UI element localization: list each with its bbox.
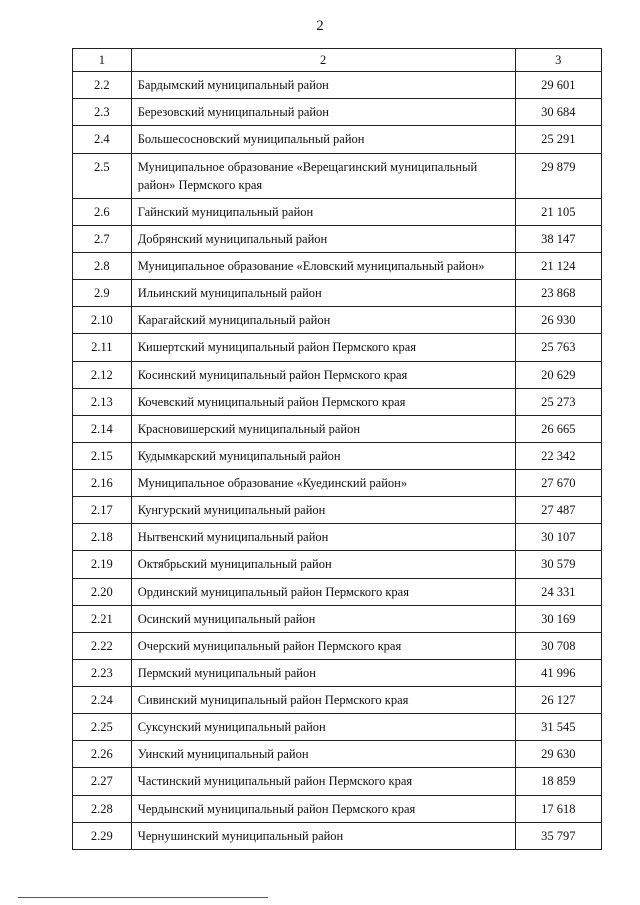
row-number-cell: 2.22 <box>73 632 132 659</box>
table-row <box>73 632 602 659</box>
table-row <box>73 280 602 307</box>
table-row <box>73 307 602 334</box>
value-cell: 27 487 <box>515 497 601 524</box>
value-cell: 27 670 <box>515 470 601 497</box>
district-name-cell: Добрянский муниципальный район <box>131 225 515 252</box>
value-cell: 22 342 <box>515 442 601 469</box>
district-name-cell: Сивинский муниципальный район Пермского края <box>131 687 515 714</box>
district-name-cell: Ординский муниципальный район Пермского края <box>131 578 515 605</box>
district-name-cell: Осинский муниципальный район <box>131 605 515 632</box>
table-row <box>73 714 602 741</box>
row-number-cell: 2.2 <box>73 72 132 99</box>
value-cell: 26 665 <box>515 415 601 442</box>
district-name-cell: Березовский муниципальный район <box>131 99 515 126</box>
row-number-cell: 2.8 <box>73 253 132 280</box>
table-row <box>73 72 602 99</box>
table-row <box>73 361 602 388</box>
value-cell: 30 579 <box>515 551 601 578</box>
row-number-cell: 2.11 <box>73 334 132 361</box>
table-row <box>73 524 602 551</box>
table-row <box>73 795 602 822</box>
header-cell-name: 2 <box>131 49 515 72</box>
row-number-cell: 2.7 <box>73 225 132 252</box>
table-row <box>73 497 602 524</box>
row-number-cell: 2.3 <box>73 99 132 126</box>
table-row <box>73 605 602 632</box>
value-cell: 30 169 <box>515 605 601 632</box>
district-name-cell: Октябрьский муниципальный район <box>131 551 515 578</box>
value-cell: 25 273 <box>515 388 601 415</box>
table-row <box>73 253 602 280</box>
table-body <box>73 49 602 850</box>
value-cell: 31 545 <box>515 714 601 741</box>
district-name-cell: Нытвенский муниципальный район <box>131 524 515 551</box>
district-name-cell: Гайнский муниципальный район <box>131 198 515 225</box>
row-number-cell: 2.28 <box>73 795 132 822</box>
value-cell: 18 859 <box>515 768 601 795</box>
row-number-cell: 2.6 <box>73 198 132 225</box>
table-row <box>73 578 602 605</box>
page-number: 2 <box>316 18 324 34</box>
value-cell: 21 105 <box>515 198 601 225</box>
row-number-cell: 2.20 <box>73 578 132 605</box>
value-cell: 29 879 <box>515 153 601 198</box>
value-cell: 26 127 <box>515 687 601 714</box>
row-number-cell: 2.5 <box>73 153 132 198</box>
table-row <box>73 334 602 361</box>
value-cell: 35 797 <box>515 822 601 849</box>
table-row <box>73 687 602 714</box>
district-name-cell: Муниципальное образование «Верещагинский муниципальный район» Пермского края <box>131 153 515 198</box>
row-number-cell: 2.12 <box>73 361 132 388</box>
district-name-cell: Муниципальное образование «Еловский муниципальный район» <box>131 253 515 280</box>
value-cell: 30 708 <box>515 632 601 659</box>
table-row <box>73 551 602 578</box>
table-row <box>73 659 602 686</box>
table-row <box>73 822 602 849</box>
table-row <box>73 768 602 795</box>
value-cell: 30 107 <box>515 524 601 551</box>
row-number-cell: 2.27 <box>73 768 132 795</box>
row-number-cell: 2.13 <box>73 388 132 415</box>
header-cell-value: 3 <box>515 49 601 72</box>
table-row <box>73 470 602 497</box>
district-name-cell: Пермский муниципальный район <box>131 659 515 686</box>
value-cell: 24 331 <box>515 578 601 605</box>
district-name-cell: Частинский муниципальный район Пермского края <box>131 768 515 795</box>
district-name-cell: Кочевский муниципальный район Пермского края <box>131 388 515 415</box>
row-number-cell: 2.23 <box>73 659 132 686</box>
district-name-cell: Суксунский муниципальный район <box>131 714 515 741</box>
row-number-cell: 2.10 <box>73 307 132 334</box>
table-row <box>73 198 602 225</box>
row-number-cell: 2.15 <box>73 442 132 469</box>
district-name-cell: Карагайский муниципальный район <box>131 307 515 334</box>
value-cell: 25 291 <box>515 126 601 153</box>
row-number-cell: 2.17 <box>73 497 132 524</box>
row-number-cell: 2.9 <box>73 280 132 307</box>
value-cell: 30 684 <box>515 99 601 126</box>
district-name-cell: Ильинский муниципальный район <box>131 280 515 307</box>
row-number-cell: 2.25 <box>73 714 132 741</box>
value-cell: 17 618 <box>515 795 601 822</box>
table-row <box>73 741 602 768</box>
municipal-districts-table <box>72 48 602 850</box>
value-cell: 23 868 <box>515 280 601 307</box>
table-header-row <box>73 49 602 72</box>
row-number-cell: 2.16 <box>73 470 132 497</box>
row-number-cell: 2.29 <box>73 822 132 849</box>
table-row <box>73 153 602 198</box>
district-name-cell: Большесосновский муниципальный район <box>131 126 515 153</box>
district-name-cell: Кишертский муниципальный район Пермского края <box>131 334 515 361</box>
district-name-cell: Чернушинский муниципальный район <box>131 822 515 849</box>
district-name-cell: Чердынский муниципальный район Пермского края <box>131 795 515 822</box>
district-name-cell: Муниципальное образование «Куединский район» <box>131 470 515 497</box>
row-number-cell: 2.26 <box>73 741 132 768</box>
row-number-cell: 2.19 <box>73 551 132 578</box>
value-cell: 29 601 <box>515 72 601 99</box>
value-cell: 20 629 <box>515 361 601 388</box>
header-cell-number: 1 <box>73 49 132 72</box>
district-name-cell: Бардымский муниципальный район <box>131 72 515 99</box>
row-number-cell: 2.18 <box>73 524 132 551</box>
district-name-cell: Красновишерский муниципальный район <box>131 415 515 442</box>
value-cell: 21 124 <box>515 253 601 280</box>
table-row <box>73 225 602 252</box>
row-number-cell: 2.14 <box>73 415 132 442</box>
value-cell: 26 930 <box>515 307 601 334</box>
row-number-cell: 2.4 <box>73 126 132 153</box>
district-name-cell: Очерский муниципальный район Пермского края <box>131 632 515 659</box>
row-number-cell: 2.24 <box>73 687 132 714</box>
district-name-cell: Уинский муниципальный район <box>131 741 515 768</box>
table-row <box>73 126 602 153</box>
value-cell: 25 763 <box>515 334 601 361</box>
district-name-cell: Кудымкарский муниципальный район <box>131 442 515 469</box>
table-row <box>73 442 602 469</box>
row-number-cell: 2.21 <box>73 605 132 632</box>
value-cell: 38 147 <box>515 225 601 252</box>
district-name-cell: Косинский муниципальный район Пермского края <box>131 361 515 388</box>
table-row <box>73 388 602 415</box>
district-name-cell: Кунгурский муниципальный район <box>131 497 515 524</box>
bottom-divider <box>18 897 268 898</box>
value-cell: 29 630 <box>515 741 601 768</box>
table-row <box>73 415 602 442</box>
value-cell: 41 996 <box>515 659 601 686</box>
table-row <box>73 99 602 126</box>
